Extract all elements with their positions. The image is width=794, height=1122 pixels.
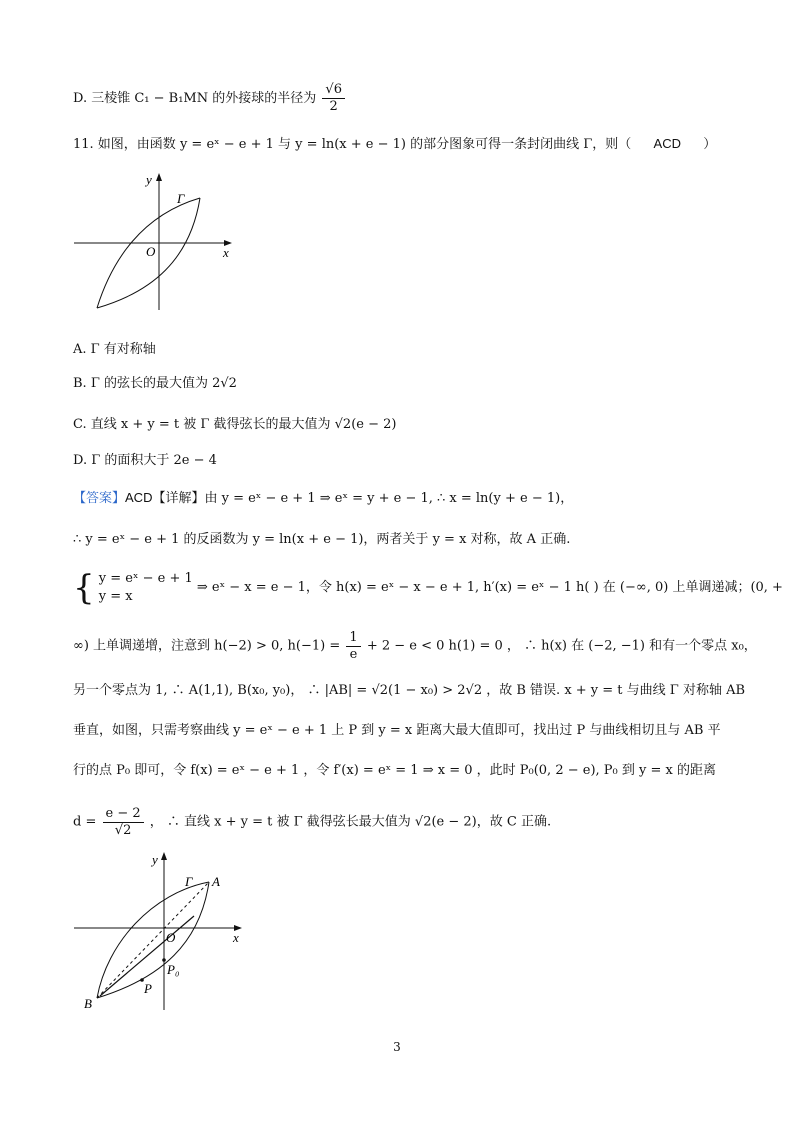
figure-2-curve-label: Γ: [185, 874, 193, 889]
solution-line-8-b: ， ∴ 直线 x + y = t 被 Γ 截得弦长最大值为 √2(e − 2)，故 C 正确.: [149, 814, 552, 830]
solution-line-8-a: d =: [73, 814, 97, 830]
figure-1-closed-curve: [72, 170, 240, 315]
prev-option-d-frac-den: 2: [329, 99, 338, 114]
figure-2-solution-diagram: [72, 848, 252, 1016]
solution-line-4: [73, 630, 757, 663]
figure-2-x-label: x: [233, 930, 239, 945]
line-8-frac-den: √2: [114, 823, 132, 838]
prev-option-d-frac-num: √6: [322, 82, 345, 99]
figure-1-x-label: x: [223, 245, 229, 260]
question-11-option-d: D. Γ 的面积大于 2e − 4: [73, 453, 217, 468]
point-p-label: P: [144, 981, 152, 996]
question-11-option-b: B. Γ 的弦长的最大值为 2√2: [73, 376, 237, 391]
line-8-frac-num: e − 2: [103, 806, 144, 823]
system-brace: {: [73, 568, 95, 608]
figure-2-origin-label: O: [166, 930, 176, 945]
solution-line-8: [73, 806, 551, 839]
question-11-stem-end: ）: [703, 137, 717, 152]
question-11-stem: [73, 135, 716, 154]
prev-option-d-fraction: [322, 82, 345, 115]
figure-1-curve-label: Γ: [177, 191, 185, 206]
solution-line-1-text: 由 y = eˣ − e + 1 ⇒ eˣ = y + e − 1, ∴ x = ln(y + e − 1)，: [204, 491, 574, 506]
page-number: 3: [393, 1040, 401, 1054]
chord-ab: [97, 882, 209, 998]
question-11-option-c: C. 直线 x + y = t 被 Γ 截得弦长的最大值为 √2(e − 2): [73, 417, 397, 432]
prev-option-d: [73, 82, 347, 115]
solution-line-4-a: ∞) 上单调递增，注意到 h(−2) > 0, h(−1) =: [73, 638, 341, 654]
equation-system: [99, 570, 193, 606]
figure-2-y-arrow: [161, 852, 167, 860]
figure-1-y-label: y: [146, 172, 152, 187]
system-top: y = eˣ − e + 1: [98, 571, 193, 586]
solution-line-8-fraction: [103, 806, 144, 839]
solution-line-3: [73, 570, 783, 606]
answer-value: ACD: [125, 490, 153, 505]
point-p0-dot: [162, 958, 166, 962]
solution-line-4-fraction: [346, 630, 360, 663]
answer-tag: 【答案】: [73, 491, 126, 506]
line-4-frac-num: 1: [346, 630, 360, 647]
solution-line-4-b: + 2 − e < 0 h(1) = 0 ， ∴ h(x) 在 (−2, −1) 和有一个零点 x₀，: [366, 638, 757, 654]
solution-line-6: 垂直，如图，只需考察曲线 y = eˣ − e + 1 上 P 到 y = x 距离大最大值即可，找出过 P 与曲线相切且与 AB 平: [73, 723, 721, 738]
point-a-label: A: [212, 874, 220, 889]
solution-line-2: ∴ y = eˣ − e + 1 的反函数为 y = ln(x + e − 1)，两者关于 y = x 对称，故 A 正确.: [73, 532, 571, 547]
figure-1-y-arrow: [156, 173, 162, 181]
figure-2-y-label: y: [152, 852, 158, 867]
question-11-option-a: A. Γ 有对称轴: [73, 342, 156, 357]
prev-option-d-text: D. 三棱锥 C₁ − B₁MN 的外接球的半径为: [73, 91, 317, 106]
system-bottom: y = x: [98, 589, 133, 604]
solution-line-1: [73, 489, 573, 508]
solution-line-7: 行的点 P₀ 即可，令 f(x) = eˣ − e + 1 ，令 f′(x) = eˣ = 1 ⇒ x = 0 ，此时 P₀(0, 2 − e), P₀ 到 y = x 的距离: [73, 763, 716, 778]
figure-1-origin-label: O: [146, 244, 156, 259]
question-11-answer-mark: ACD: [653, 136, 681, 151]
question-11-stem-text: 11. 如图，由函数 y = eˣ − e + 1 与 y = ln(x + e − 1) 的部分图象可得一条封闭曲线 Γ，则（: [73, 137, 632, 152]
line-4-frac-den: e: [349, 647, 358, 662]
point-p0-label: P₀: [167, 962, 180, 977]
point-b-label: B: [84, 996, 92, 1011]
detail-tag: 【详解】: [152, 491, 205, 506]
solution-line-3-rest: ⇒ eˣ − x = e − 1，令 h(x) = eˣ − x − e + 1, h′(x) = eˣ − 1 h( ) 在 (−∞, 0) 上单调递减；(0, +: [196, 580, 783, 595]
solution-line-5: 另一个零点为 1, ∴ A(1,1), B(x₀, y₀)， ∴ |AB| = √2(1 − x₀) > 2√2 ，故 B 错误. x + y = t 与曲线 Γ 对称轴 AB: [73, 683, 746, 698]
